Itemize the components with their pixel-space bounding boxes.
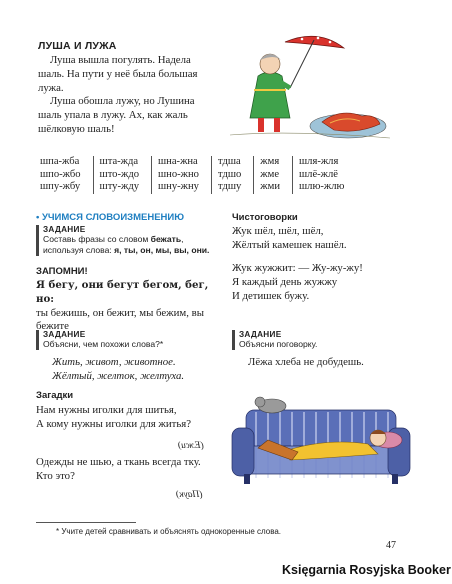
riddle-line: Нам нужны иголки для шитья, [36,404,177,416]
riddle-line: А кому нужны иголки для житья? [36,417,192,430]
remember-text [36,279,216,334]
syllable-cell: шлю-жлю [293,181,349,194]
riddle-2-answer [176,482,202,501]
story-text [38,54,216,137]
task-label: ЗАДАНИЕ [43,225,86,234]
task-text: Объясни поговорку. [239,339,318,349]
syllable-cell: шта-жда [93,156,151,169]
word-change-heading: • УЧИМСЯ СЛОВОИЗМЕНЕНИЮ [36,212,185,223]
task-keyword: бежать [150,234,182,244]
syllable-cell: шно-жно [152,169,212,182]
footnote: * Учите детей сравнивать и объяснять однокоренные слова. [56,527,282,536]
syllable-table [36,156,348,194]
table-row [36,181,348,194]
syllable-cell: жмя [254,156,293,169]
twister-line: Жёлтый камешек нашёл. [232,238,347,251]
syllable-cell: што-ждо [93,169,151,182]
twister-line: Жук шёл, шёл, шёл, [232,225,324,237]
boy-sofa-illustration [228,388,428,488]
syllable-cell: шна-жна [152,156,212,169]
riddle-line: Одежды не шью, а ткань всегда тку. [36,456,201,468]
riddle-1 [36,404,222,432]
riddle-2 [36,456,222,484]
riddles-heading: Загадки [36,390,74,401]
task-label: ЗАДАНИЕ [43,330,86,339]
task-text: Объясни, чем похожи слова?* [43,339,164,349]
tongue-twister-1 [232,225,422,253]
syllable-cell: жми [254,181,293,194]
riddle-answer: (Паук) [176,490,203,500]
task-text-part: , используя слова: [43,234,184,255]
proverb-text: Лёжа хлеба не добудешь. [248,356,364,368]
tongue-twisters-heading: Чистоговорки [232,212,298,223]
syllable-cell: тдша [211,156,253,169]
story-title: ЛУША И ЛУЖА [38,40,117,52]
task-text-part: Составь фразы со словом [43,234,151,244]
twister-line: Жук жужжит: — Жу-жу-жу! [232,262,363,274]
word-change-task [36,225,223,256]
remember-line-bold: Я бегу, они бегут бегом, бег, но: [36,279,209,305]
riddle-line: Кто это? [36,469,75,482]
watermark: Księgarnia Rosyjska Booker [282,563,451,577]
riddle-answer: (Ежи) [178,441,204,451]
syllable-cell: шля-жля [293,156,349,169]
girl-umbrella-illustration [230,30,390,145]
task-label: ЗАДАНИЕ [239,330,282,339]
similar-words: Жить, живот, животное. Жёлтый, желток, желтуха. [52,356,185,382]
syllable-cell: шпо-жбо [40,168,81,180]
table-row [36,156,348,169]
twister-line: Я каждый день жужжу [232,275,338,288]
footnote-divider [36,522,136,523]
task-words: я, ты, он, мы, вы, они. [114,245,210,255]
proverb-task [232,330,419,350]
syllable-cell: шлё-жлё [293,169,349,182]
syllable-cell: тдшу [211,181,253,194]
syllable-cell: шну-жну [152,181,212,194]
story-paragraph: Луша вышла погулять. Надела шаль. На пути у неё была большая лужа. [38,54,198,94]
twister-line: И детишек бужу. [232,289,310,302]
tongue-twister-2 [232,262,422,303]
syllable-cell: жме [254,169,293,182]
page-number: 47 [386,540,396,551]
syllable-cell: шпа-жба [40,156,80,167]
syllable-cell: тдшо [211,169,253,182]
riddle-1-answer [178,433,204,452]
similar-words-task [36,330,223,350]
table-row [36,169,348,182]
syllable-cell: шпу-жбу [40,181,81,193]
story-paragraph: Луша обошла лужу, но Лушина шаль упала в лужу. Ах, как жаль шёлковую шаль! [38,95,195,135]
syllable-cell: шту-жду [93,181,151,194]
remember-heading: ЗАПОМНИ! [36,266,88,277]
remember-line: ты бежишь, он бежит, мы бежим, вы бежите [36,306,204,333]
task-text [43,234,223,256]
